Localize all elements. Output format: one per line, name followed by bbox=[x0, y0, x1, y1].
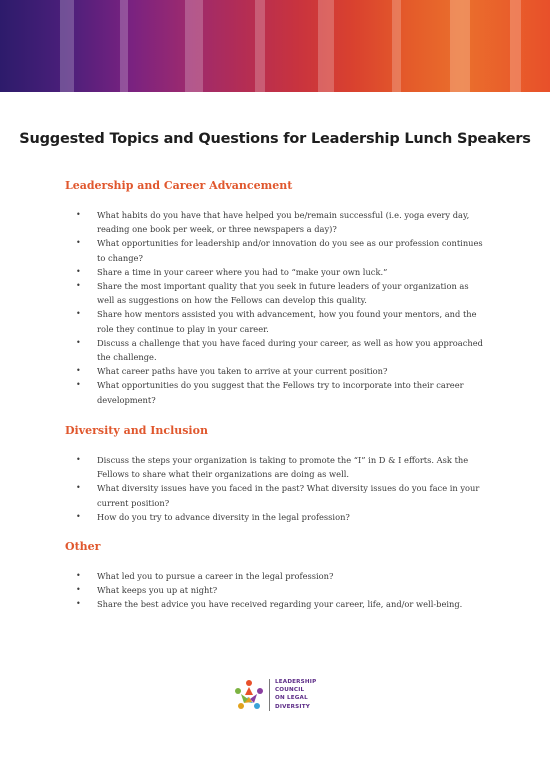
list-item: • Share how mentors assisted you with advancement, how you found your mentors, and the role they continue to play in your career. bbox=[76, 309, 477, 334]
list-item: • Discuss a challenge that you have faced during your career, as well as how you approached the challenge. bbox=[76, 337, 483, 363]
bullet-icon: • bbox=[76, 366, 81, 376]
bullet-icon: • bbox=[76, 380, 81, 390]
list-item: • Share the most important quality that you seek in future leaders of your organization as well as suggestions on how the Fellows can develop this quality. bbox=[76, 281, 469, 306]
leadership-question-list bbox=[65, 208, 485, 407]
list-item: • What career paths have you taken to arrive at your current position? bbox=[65, 364, 485, 378]
bullet-icon: • bbox=[76, 455, 81, 464]
logo-divider bbox=[269, 679, 270, 711]
bullet-icon: • bbox=[76, 585, 81, 595]
list-item: • Discuss the steps your organization is taking to promote the “I” in D & I efforts. Ask the Fellows to share what their organizations are doing as well. bbox=[76, 455, 469, 480]
banner-stripe bbox=[120, 0, 128, 92]
list-item: • How do you try to advance diversity in the legal profession? bbox=[65, 510, 485, 524]
bullet-icon: • bbox=[76, 337, 81, 347]
list-item: • What opportunities for leadership and/or innovation do you see as our profession continues to change? bbox=[76, 238, 483, 263]
banner-stripe bbox=[60, 0, 74, 92]
bullet-icon: • bbox=[76, 210, 81, 219]
list-item: • What keeps you up at night? bbox=[65, 583, 485, 597]
diversity-question-list bbox=[65, 453, 485, 524]
banner-stripe bbox=[318, 0, 334, 92]
logo-text: LEADERSHIP COUNCIL ON LEGAL DIVERSITY bbox=[275, 679, 317, 710]
other-question-list bbox=[65, 569, 485, 612]
banner-stripe bbox=[392, 0, 401, 92]
list-item: • What diversity issues have you faced in the past? What diversity issues do you face in your current position? bbox=[76, 483, 480, 508]
bullet-icon: • bbox=[76, 238, 81, 248]
bullet-icon: • bbox=[76, 309, 81, 319]
bullet-icon: • bbox=[76, 599, 81, 609]
section-heading-diversity: Diversity and Inclusion bbox=[65, 424, 208, 437]
list-item: • What led you to pursue a career in the legal profession? bbox=[65, 569, 485, 583]
lcld-logo bbox=[232, 678, 342, 712]
bullet-icon: • bbox=[76, 483, 81, 493]
section-heading-leadership: Leadership and Career Advancement bbox=[65, 179, 293, 192]
banner-stripe bbox=[450, 0, 470, 92]
bullet-icon: • bbox=[76, 266, 81, 276]
list-item: • Share the best advice you have received regarding your career, life, and/or well-being. bbox=[65, 597, 485, 611]
banner-stripe bbox=[255, 0, 265, 92]
people-circle-icon bbox=[232, 678, 266, 712]
bullet-icon: • bbox=[76, 281, 81, 291]
list-item: • Share a time in your career where you had to “make your own luck.” bbox=[65, 265, 485, 279]
list-item: • What opportunities do you suggest that the Fellows try to incorporate into their career development? bbox=[76, 380, 464, 405]
section-heading-other: Other bbox=[65, 540, 101, 553]
bullet-icon: • bbox=[76, 511, 81, 521]
page-title: Suggested Topics and Questions for Leadership Lunch Speakers bbox=[19, 131, 531, 147]
bullet-icon: • bbox=[76, 571, 81, 580]
list-item: • What habits do you have that have helped you be/remain successful (i.e. yoga every day, reading one book per week, or three newspapers a day)? bbox=[76, 210, 470, 235]
header-banner bbox=[0, 0, 550, 92]
banner-stripe bbox=[185, 0, 203, 92]
banner-stripe bbox=[510, 0, 521, 92]
